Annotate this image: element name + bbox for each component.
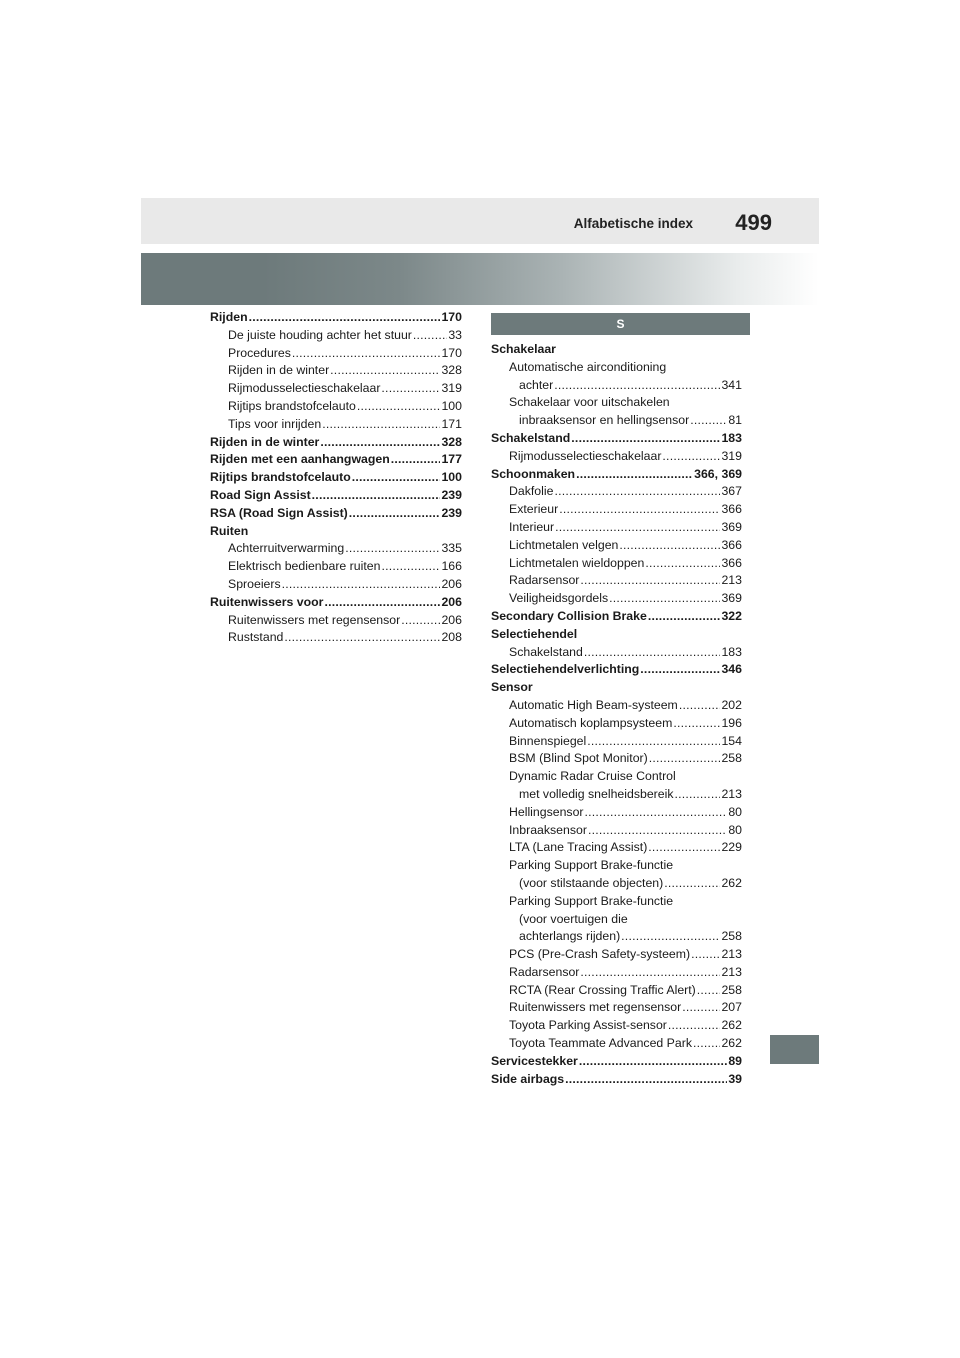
entry-page-number: 366 [721,555,742,570]
index-subentry [491,412,742,430]
dot-leader [693,1035,721,1053]
entry-page-number: 100 [441,470,462,485]
entry-page-number: 183 [721,644,742,659]
entry-page-number: 262 [721,1036,742,1051]
entry-text: Dakfolie [509,484,554,499]
entry-page-number: 213 [721,573,742,588]
entry-text: Rijtips brandstofcelauto [210,470,351,485]
index-subentry [491,822,742,840]
entry-text: Sensor [491,680,533,695]
index-subentry [491,839,742,857]
entry-page-number: 366 [721,502,742,517]
entry-page-number: 80 [728,822,742,837]
entry-page-number: 319 [721,448,742,463]
dot-leader [554,377,720,395]
entry-text: Automatisch koplampsysteem [509,715,673,730]
dot-leader [674,786,720,804]
dot-leader [401,612,440,630]
entry-page-number: 208 [441,630,462,645]
dot-leader [357,398,441,416]
index-subentry [491,359,742,377]
entry-page-number: 177 [441,452,462,467]
dot-leader [413,327,447,345]
entry-page-number: 369 [721,591,742,606]
index-entry [210,434,462,452]
index-subentry [491,501,742,519]
entry-page-number: 100 [441,398,462,413]
index-subentry [210,629,462,647]
entry-text: Radarsensor [509,964,580,979]
entry-text: (voor voertuigen die [519,911,628,926]
entry-text: Binnenspiegel [509,733,587,748]
entry-page-number: 39 [728,1071,742,1086]
dot-leader [576,466,693,484]
entry-page-number: 262 [721,875,742,890]
dot-leader [697,982,721,1000]
dot-leader [324,594,440,612]
index-subentry [210,416,462,434]
entry-text: Selectiehendelverlichting [491,662,640,677]
index-entry [210,523,462,541]
entry-text: Achterruitverwarming [228,541,345,556]
dot-leader [668,1017,721,1035]
entry-text: Schakelstand [491,430,571,445]
dot-leader [554,483,720,501]
entry-text: Rijmodusselectieschakelaar [228,381,381,396]
index-entry [491,626,742,644]
entry-text: Rijtips brandstofcelauto [228,398,356,413]
entry-text: met volledig snelheidsbereik [519,786,674,801]
dot-leader [282,576,441,594]
entry-text: Parking Support Brake-functie [509,893,674,908]
index-subentry [491,377,742,395]
entry-page-number: 341 [721,377,742,392]
index-subentry [210,345,462,363]
index-entry [210,309,462,327]
index-subentry [491,519,742,537]
entry-text: Schakelstand [509,644,583,659]
entry-text: achter [519,377,554,392]
entry-text: Schakelaar voor uitschakelen [509,395,670,410]
index-subentry [491,999,742,1017]
entry-text: achterlangs rijden) [519,929,621,944]
dot-leader [682,999,720,1017]
index-entry [491,1071,742,1089]
entry-text: Toyota Teammate Advanced Park [509,1036,692,1051]
entry-text: Procedures [228,345,291,360]
entry-text: Ruststand [228,630,284,645]
entry-text: PCS (Pre-Crash Safety-systeem) [509,947,691,962]
entry-text: Rijden in de winter [228,363,330,378]
entry-text: Toyota Parking Assist-sensor [509,1018,667,1033]
index-subentry [491,857,742,875]
entry-page-number: 207 [721,1000,742,1015]
index-subentry [491,928,742,946]
dot-leader [312,487,441,505]
entry-page-number: 213 [721,964,742,979]
entry-page-number: 335 [441,541,462,556]
dot-leader [330,362,440,380]
dot-leader [571,430,720,448]
entry-page-number: 239 [441,505,462,520]
dot-leader [673,715,720,733]
entry-text: Elektrisch bedienbare ruiten [228,559,381,574]
index-subentry [210,540,462,558]
index-entry [491,430,742,448]
dot-leader [580,964,720,982]
entry-text: Rijden in de winter [210,434,320,449]
entry-page-number: 258 [721,751,742,766]
entry-page-number: 183 [721,430,742,445]
dot-leader [640,661,720,679]
entry-page-number: 206 [441,576,462,591]
index-subentry [491,715,742,733]
entry-text: Servicestekker [491,1053,578,1068]
dot-leader [648,608,721,626]
entry-page-number: 206 [441,612,462,627]
dot-leader [565,1071,727,1089]
index-entry [210,594,462,612]
entry-text: Schoonmaken [491,466,576,481]
entry-text: Dynamic Radar Cruise Control [509,769,676,784]
index-entry [491,661,742,679]
dot-leader [559,501,720,519]
decorative-banner [141,253,819,305]
index-entry [210,469,462,487]
page-header [141,198,819,244]
entry-text: LTA (Lane Tracing Assist) [509,840,648,855]
entry-text: Secondary Collision Brake [491,608,647,623]
entry-text: inbraaksensor en hellingsensor [519,413,690,428]
entry-page-number: 166 [441,559,462,574]
dot-leader [349,505,441,523]
index-entry [491,679,742,697]
entry-text: Ruitenwissers met regensensor [509,1000,682,1015]
entry-page-number: 366, 369 [694,466,742,481]
index-entry [491,1053,742,1071]
entry-text: (voor stilstaande objecten) [519,875,664,890]
dot-leader [621,928,720,946]
entry-page-number: 213 [721,786,742,801]
index-column-left [210,309,462,647]
entry-text: Ruitenwissers voor [210,594,324,609]
dot-leader [690,412,727,430]
index-entry [491,466,742,484]
dot-leader [345,540,440,558]
chapter-side-tab [770,1035,819,1064]
index-subentry [491,768,742,786]
index-subentry [210,576,462,594]
entry-text: RCTA (Rear Crossing Traffic Alert) [509,982,696,997]
index-entry [210,487,462,505]
dot-leader [284,629,440,647]
entry-text: RSA (Road Sign Assist) [210,505,348,520]
entry-text: Rijden [210,310,248,324]
entry-text: Sproeiers [228,576,281,591]
index-column-right [491,341,742,1088]
entry-text: BSM (Blind Spot Monitor) [509,751,648,766]
entry-page-number: 202 [721,697,742,712]
index-subentry [491,483,742,501]
index-subentry [210,398,462,416]
entry-page-number: 33 [448,327,462,342]
entry-text: Side airbags [491,1071,565,1086]
entry-text: Exterieur [509,502,559,517]
entry-text: Rijmodusselectieschakelaar [509,448,662,463]
entry-text: Road Sign Assist [210,487,311,502]
entry-text: Lichtmetalen velgen [509,537,619,552]
entry-page-number: 81 [728,413,742,428]
index-subentry [491,911,742,929]
entry-page-number: 369 [721,519,742,534]
dot-leader [292,345,441,363]
entry-page-number: 154 [721,733,742,748]
dot-leader [391,451,441,469]
dot-leader [649,750,721,768]
index-subentry [491,946,742,964]
index-subentry [491,893,742,911]
index-subentry [491,875,742,893]
entry-text: Rijden met een aanhangwagen [210,452,390,467]
entry-text: Lichtmetalen wieldoppen [509,555,645,570]
entry-page-number: 258 [721,982,742,997]
index-subentry [210,558,462,576]
dot-leader [662,448,720,466]
index-subentry [491,982,742,1000]
entry-page-number: 367 [721,484,742,499]
dot-leader [579,1053,727,1071]
dot-leader [645,555,720,573]
entry-page-number: 328 [441,363,462,378]
dot-leader [619,537,720,555]
dot-leader [320,434,440,452]
index-subentry [491,1035,742,1053]
index-entry [210,505,462,523]
entry-page-number: 258 [721,929,742,944]
entry-page-number: 319 [441,381,462,396]
entry-page-number: 80 [728,804,742,819]
index-subentry [491,537,742,555]
entry-text: Selectiehendel [491,626,578,641]
index-subentry [491,786,742,804]
entry-text: De juiste houding achter het stuur [228,327,412,342]
index-subentry [491,1017,742,1035]
entry-page-number: 262 [721,1018,742,1033]
entry-text: Inbraaksensor [509,822,587,837]
dot-leader [585,804,728,822]
dot-leader [381,558,440,576]
entry-text: Parking Support Brake-functie [509,858,674,873]
index-subentry [491,572,742,590]
dot-leader [352,469,441,487]
index-subentry [210,380,462,398]
index-entry [491,608,742,626]
entry-page-number: 213 [721,947,742,962]
entry-text: Hellingsensor [509,804,584,819]
dot-leader [679,697,721,715]
index-entry [210,451,462,469]
dot-leader [580,572,720,590]
dot-leader [588,822,727,840]
index-subentry [491,555,742,573]
entry-text: Ruiten [210,523,249,538]
entry-page-number: 170 [441,345,462,360]
entry-page-number: 170 [441,310,462,324]
entry-page-number: 196 [721,715,742,730]
dot-leader [584,644,721,662]
dot-leader [555,519,720,537]
index-entry [491,341,742,359]
entry-text: Automatische airconditioning [509,359,667,374]
index-subentry [210,612,462,630]
entry-page-number: 322 [721,608,742,623]
dot-leader [381,380,440,398]
index-subentry [491,964,742,982]
header-title: Alfabetische index [573,216,693,231]
index-subentry [491,448,742,466]
entry-text: Radarsensor [509,573,580,588]
entry-text: Ruitenwissers met regensensor [228,612,401,627]
index-subentry [491,750,742,768]
dot-leader [648,839,720,857]
entry-text: Veiligheidsgordels [509,591,609,606]
dot-leader [664,875,720,893]
entry-page-number: 328 [441,434,462,449]
entry-page-number: 346 [721,662,742,677]
entry-text: Tips voor inrijden [228,416,322,431]
dot-leader [249,309,441,327]
index-subentry [491,733,742,751]
entry-page-number: 239 [441,487,462,502]
index-subentry [210,362,462,380]
entry-page-number: 89 [728,1053,742,1068]
dot-leader [691,946,720,964]
dot-leader [322,416,440,434]
index-subentry [210,327,462,345]
entry-text: Schakelaar [491,342,556,356]
index-subentry [491,394,742,412]
entry-page-number: 366 [721,537,742,552]
entry-text: Interieur [509,519,555,534]
page-number: 499 [735,210,772,235]
entry-text: Automatic High Beam-systeem [509,697,678,712]
entry-page-number: 171 [441,416,462,431]
section-letter-header: S [491,313,750,335]
entry-page-number: 229 [721,840,742,855]
entry-page-number: 206 [441,594,462,609]
index-subentry [491,644,742,662]
index-subentry [491,590,742,608]
index-subentry [491,804,742,822]
dot-leader [609,590,720,608]
dot-leader [587,733,720,751]
index-subentry [491,697,742,715]
